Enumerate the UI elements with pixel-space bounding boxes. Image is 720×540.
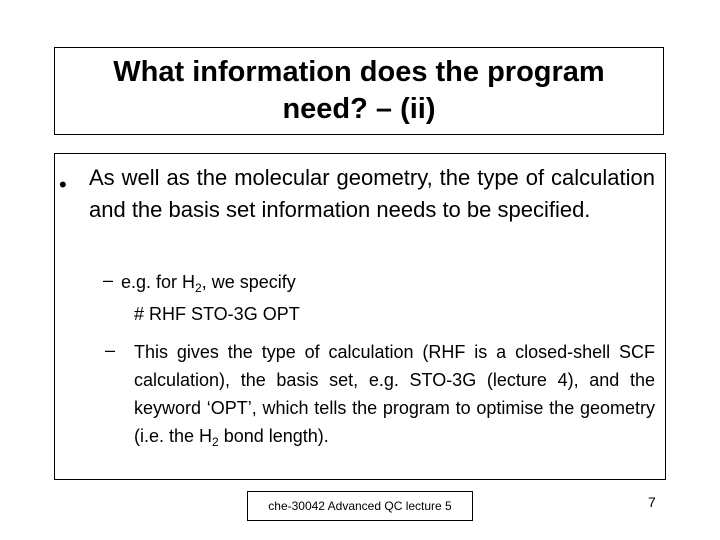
keyword-line: # RHF STO-3G OPT xyxy=(134,304,300,324)
footer-label: che-30042 Advanced QC lecture 5 xyxy=(268,499,452,513)
footer-label-box xyxy=(247,491,473,521)
sub-item-1-text-before: e.g. for H xyxy=(121,272,196,292)
sub-item-1-text-after: , we specify xyxy=(201,272,296,292)
slide-title xyxy=(113,54,604,128)
sub-item-2 xyxy=(134,338,655,456)
sub-item-2-text-before: This gives the type of calculation (RHF is a closed-shell SCF calculation), the basis set, e.g. STO-3G (lecture 4), and the keyword ‘OPT’, which tells the program to optimise the geometry (i.e. the H xyxy=(134,342,655,446)
bullet-marker: • xyxy=(59,172,67,197)
sub-item-2-text-after: bond length). xyxy=(218,426,329,446)
slide-title-box xyxy=(54,47,664,135)
slide-title-line-2: need? – (ii) xyxy=(282,93,436,125)
slide-title-line-1: What information does the program xyxy=(113,56,605,88)
sub-item-2-subscript: 2 xyxy=(212,435,219,449)
sub-item-dash-1: – xyxy=(103,270,114,290)
bullet-text: As well as the molecular geometry, the type of calculation and the basis set information needs to be specified. xyxy=(89,165,655,222)
slide-body-box xyxy=(54,153,666,480)
sub-item-1 xyxy=(121,268,661,302)
sub-item-dash-2: – xyxy=(105,340,116,360)
sub-item-1-subscript: 2 xyxy=(195,281,202,295)
page-number: 7 xyxy=(648,494,656,510)
